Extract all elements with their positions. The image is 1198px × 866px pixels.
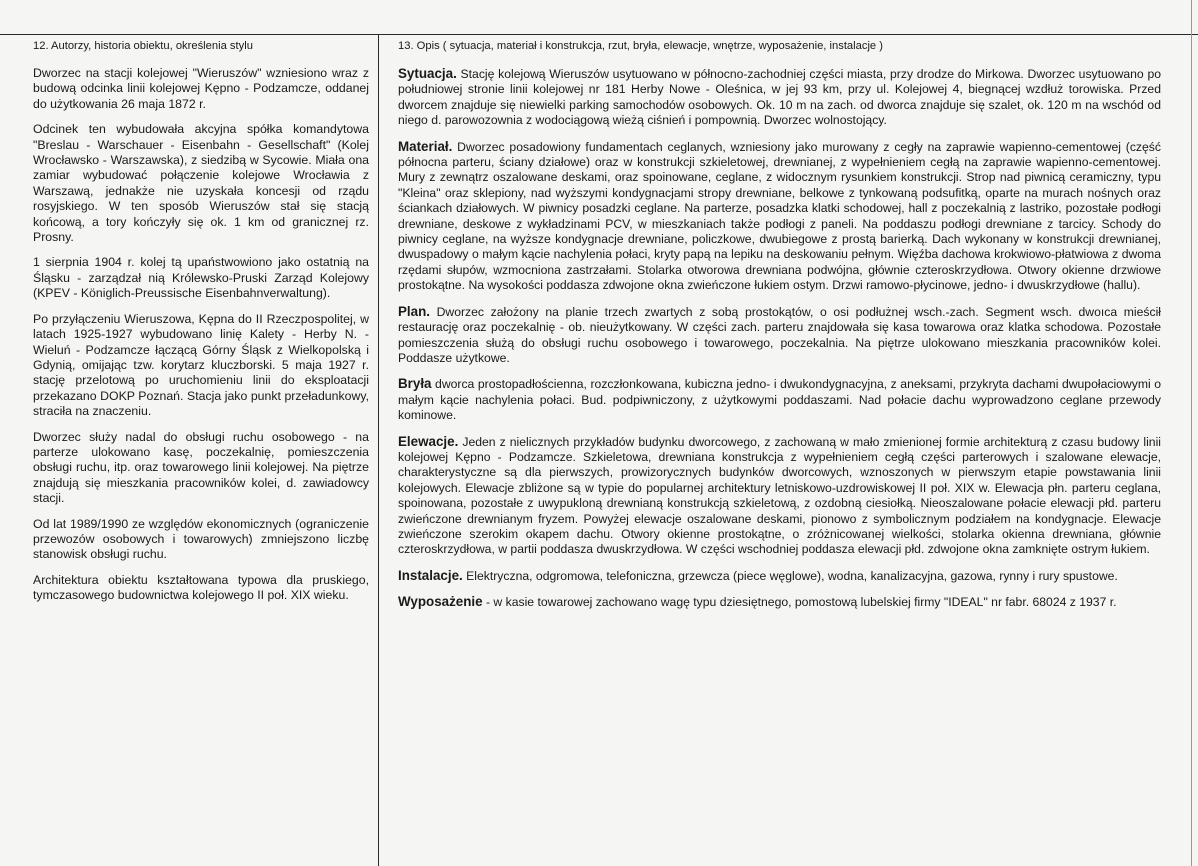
history-paragraph: Dworzec na stacji kolejowej "Wieruszów" wzniesiono wraz z budową odcinka linii kolejowej Kępno - Podzamcze, oddanej do użytkowania 26 maja 1872 r. — [33, 66, 369, 111]
section-massing — [398, 376, 1161, 423]
history-heading: 12. Autorzy, historia obiektu, określenia stylu — [33, 40, 253, 52]
column-divider — [378, 34, 379, 866]
section-plan — [398, 304, 1161, 367]
section-text: Stację kolejową Wieruszów usytuowano w północno-zachodniej części miasta, przy drodze do Mirkowa. Dworzec usytuowano po południowej stronie linii kolejowej nr 181 Herby Nowe - Oleśnica, w jej 93 km, przy ul. Kolejowej 4, biegnącej wzdłuż torowiska. Przed dworcem znajduje się niewielki parking samochodów osobowych. Ok. 10 m na zach. od dworca znajduje się szalet, ok. 120 m na wschód od niego d. parowozownia z wodociągową wieżą ciśnień i pompownią. Dworzec wolnostojący. — [398, 67, 1161, 128]
history-paragraph: Dworzec służy nadal do obsługi ruchu osobowego - na parterze ulokowano kasę, poczekalnię, pomieszczenia obsługi ruchu, itp. oraz towarowego linii kolejowej. Na piętrze znajdują się mieszkania pracowników kolei, d. zawiadowcy stacji. — [33, 429, 369, 506]
history-column — [33, 40, 369, 614]
section-lead: Sytuacja. — [398, 66, 457, 81]
history-paragraph: 1 sierpnia 1904 r. kolej tą upaństwowiono jako ostatnią na Śląsku - zarządzał nią Królewsko-Pruski Zarząd Kolejowy (KPEV - Königlich-Preussische Eisenbahnverwaltung). — [33, 255, 369, 301]
section-lead: Wyposażenie — [398, 594, 483, 610]
section-material — [398, 139, 1161, 294]
section-situation — [398, 66, 1161, 129]
description-column — [398, 40, 1161, 621]
history-paragraph: Po przyłączeniu Wieruszowa, Kępna do II Rzeczpospolitej, w latach 1925-1927 wybudowano linię Kalety - Herby N. - Wieluń - Podzamcze łączącą Górny Śląsk z Wielkopolską i Gdynią, omijając tzw. korytarz kluczborski. 5 maja 1927 r. stację przelotową po uruchomieniu linii do eksploatacji przekazano DOKP Poznań. Stacja jako punkt przeładunkowy, straciła na znaczeniu. — [33, 311, 369, 419]
section-text: Jeden z nielicznych przykładów budynku dworcowego, z zachowaną w mało zmienionej formie architekturą z czasu budowy linii kolejowej Kępno - Podzamcze. Szkieletowa, drewniana konstrukcja z wypełnieniem cegłą części parterowych i szalowane elewacje, charakterystyczne są dla pierwszych, prowizorycznych budynków dworcowych, wznoszonych w pierwszym etapie powstawania linii kolejowych. Elewacje zbliżone są w typie do popularnej architektury letniskowo-uzdrowiskowej II poł. XIX w. Elewacja płn. parteru ceglana, spoinowana, pozostałe z uwypukloną drewnianą konstrukcją szkieletową, z ozdobną ciesiołką. Nieoszalowane połacie elewacji płd. parteru zwieńczone drewnianym fryzem. Powyżej elewacje oszalowane deskami, pionowo z symbolicznym podziałem na kondygnacje. Elewacje zwieńczone szerokim okapem dachu. Otwory okienne prostokątne, o zróżnicowanej wielkości, stolarka okienna drewniana, głównie czteroskrzydłowa, w partii poddasza dwuskrzydłowa. W części wschodniej poddasza elewacji płd. zdwojone okna zamknięte ostrym łukiem. — [398, 434, 1161, 557]
section-equipment — [398, 594, 1161, 610]
history-paragraph: Architektura obiektu kształtowana typowa dla pruskiego, tymczasowego budownictwa kolejowego II poł. XIX wieku. — [33, 572, 369, 603]
section-lead: Instalacje. — [398, 567, 463, 583]
description-heading: 13. Opis ( sytuacja, materiał i konstrukcja, rzut, bryła, elewacje, wnętrze, wyposażenie, instalacje ) — [398, 40, 883, 52]
section-text: Dworzec posadowiony fundamentach ceglanych, wzniesiony jako murowany z cegły na zaprawie wapienno-cementowej (część północna parteru, ściany działowe) oraz w konstrukcji szkieletowej, drewnianej, z wypełnieniem cegłą na zaprawie wapienno-cementowej. Mury z zewnątrz oszalowane deskami, oraz spoinowane, ceglane, z widocznym rysunkiem konstrukcji. Strop nad piwnicą ceramiczny, typu "Kleina" oraz sklepiony, nad wyższymi kondygnacjami stropy drewniane, belkowe z tynkowaną podsufitką, oparte na murach nośnych oraz ściankach działowych. W piwnicy posadzki ceglane. Na parterze, posadzka klatki schodowej, hall z poczekalnią z lastriko, pozostałe podłogi drewniane, deskowe z wykładzinami PCV, w mieszkaniach także podłogi z paneli. Na poddaszu podłogi drewniane z tarcicy. Schody do piwnicy ceglane, na wyższe kondygnacje drewniane, policzkowe, dwubiegowe z prostą barierką. Dach wykonany w konstrukcji drewnianej, dwuspadowy o małym kącie nachylenia połaci, kryty papą na lepiku na deskowaniu pełnym. Więźba dachowa krokwiowo-płatwiowa z dwoma rzędami słupów, wzmocniona zastrzałami. Stolarka otworowa drewniana podwójna, głównie czteroskrzydłowa. Otwory okienne drzwiowe prostokątne. Na wysokości poddasza zdwojone okna zwieńczone łukiem ostym. Drzwi ramowo-płycinowe, jedno- i dwuskrzydłowe (hallu). — [398, 139, 1161, 293]
section-text: Elektryczna, odgromowa, telefoniczna, grzewcza (piece węglowe), wodna, kanalizacyjna, gazowa, rynny i rury spustowe. — [462, 568, 1118, 583]
section-text: - w kasie towarowej zachowano wagę typu dziesiętnego, pomostową lubelskiej firmy "IDEAL" nr fabr. 68024 z 1937 r. — [482, 595, 1117, 610]
page-edge — [1191, 0, 1192, 866]
section-text: dworca prostopadłościenna, rozczłonkowana, kubiczna jedno- i dwukondygnacyjna, z aneksami, przykryta dachami dwupołaciowymi o małym kącie nachylenia połaci. Bud. podpiwniczony, z użytkowymi poddaszami. Nad połacie dachu wyprowadzono ceglane przewody kominowe. — [398, 377, 1161, 423]
section-lead: Materiał. — [398, 138, 453, 154]
history-paragraph: Odcinek ten wybudowała akcyjna spółka komandytowa "Breslau - Warschauer - Eisenbahn - Gesellschaft" (Kolej Wrocławsko - Warszawska), z siedzibą w Sycowie. Miała ona zamiar wybudować połączenie kolejowe Wrocławia z Warszawą, jednakże nie uzyskała koncesji od rządu rosyjskiego. W ten sposób Wieruszów stał się stacją końcową, a tory kończyły się ok. 1 km od granicznej rz. Prosny. — [33, 122, 369, 245]
section-lead: Elewacje. — [398, 433, 459, 449]
section-lead: Bryła — [398, 376, 432, 392]
top-rule — [0, 34, 1198, 35]
section-installations — [398, 568, 1161, 584]
section-lead: Plan. — [398, 303, 430, 319]
section-elevations — [398, 434, 1161, 558]
section-text: Dworzec założony na planie trzech zwartych z sobą prostokątów, o osi podłużnej wsch.-zach. Segment wsch. dwoıca mieścił restaurację oraz poczekalnię - ob. nieużytkowany. W części zach. parteru znajdowała się kasa towarowa oraz klatka schodowa. Pozostałe pomieszczenia służą do obsługi ruchu osobowego i towarowego, poczekalnia. Na piętrze ulokowano mieszkania pracowników kolei. Poddasze użytkowe. — [398, 304, 1161, 365]
history-paragraph: Od lat 1989/1990 ze względów ekonomicznych (ograniczenie przewozów osobowych i towarowych) zmniejszono liczbę stanowisk obsługi ruchu. — [33, 516, 369, 562]
